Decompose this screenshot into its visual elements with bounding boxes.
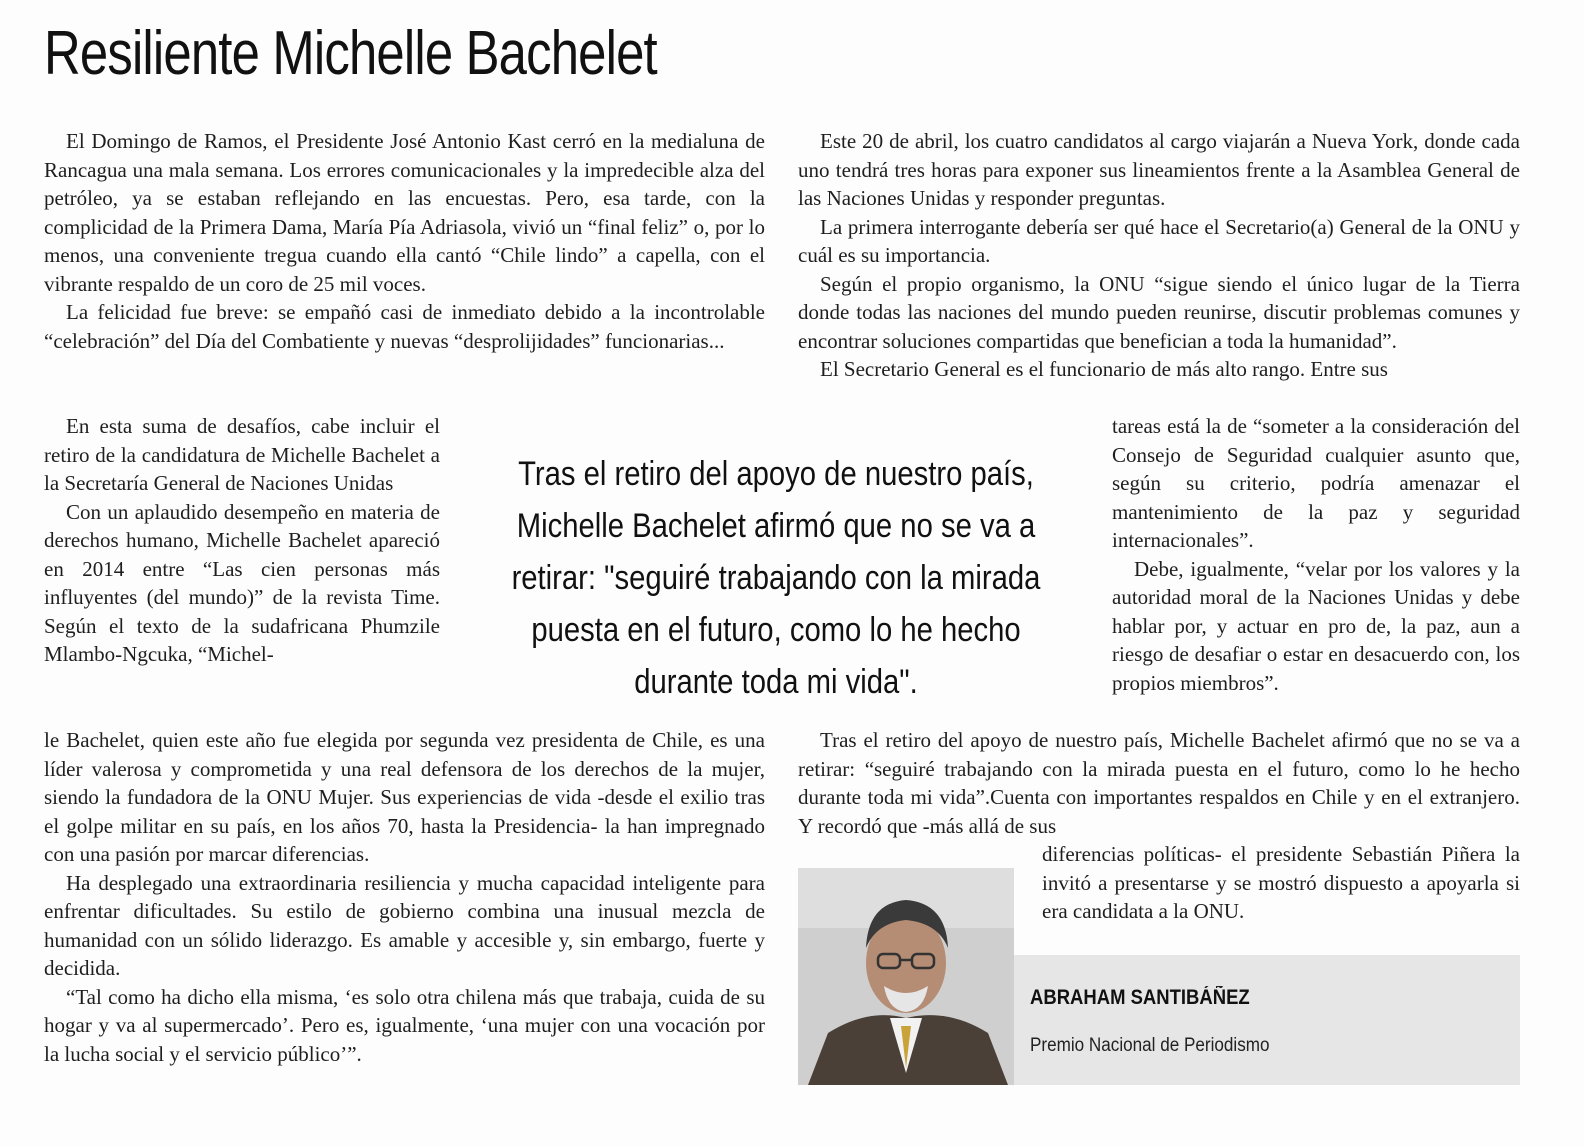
- column-2-beside-photo: [1042, 840, 1520, 926]
- paragraph: Debe, igualmente, “velar por los valores y la autoridad moral de la Naciones Unidas y debe hablar por, y actuar en pro de, la paz, aun a riesgo de desafiar o estar en desacuerdo con, los propios miembros”.: [1112, 556, 1520, 695]
- paragraph: tareas está la de “someter a la consideración del Consejo de Seguridad cualquier asunto que, según su criterio, podría amenazar el mantenimiento de la paz y seguridad internacionales”.: [1112, 414, 1520, 552]
- paragraph: El Domingo de Ramos, el Presidente José Antonio Kast cerró en la medialuna de Rancagua una mala semana. Los errores comunicacionales y la impredecible alza del petróleo, ya se estaban reflejando en las encuestas. Pero, esa tarde, con la complicidad de la Primera Dama, María Pía Adriasola, vivió un “final feliz” o, por lo menos, una conveniente tregua cuando ella cantó “Chile lindo” a capella, con el vibrante respaldo de un coro de 25 mil voces.: [44, 129, 765, 296]
- paragraph: diferencias políticas- el presidente Sebastián Piñera la invitó a presentarse y se mostró dispuesto a apoyarla si era candidata a la ONU.: [1042, 842, 1520, 923]
- paragraph: En esta suma de desafíos, cabe incluir el retiro de la candidatura de Michelle Bachelet a la Secretaría General de Naciones Unidas: [44, 414, 440, 495]
- paragraph: “Tal como ha dicho ella misma, ‘es solo otra chilena más que trabaja, cuida de su hogar y va al supermercado’. Pero es, igualmente, ‘una mujer con una vocación por la lucha social y el servicio público’”.: [44, 984, 765, 1066]
- paragraph: Este 20 de abril, los cuatro candidatos al cargo viajarán a Nueva York, donde cada uno tendrá tres horas para exponer sus lineamientos frente a la Asamblea General de las Naciones Unidas y responder preguntas.: [798, 129, 1520, 210]
- paragraph: le Bachelet, quien este año fue elegida por segunda vez presidenta de Chile, es una líder valerosa y comprometida y una real defensora de los derechos de la mujer, siendo la fundadora de la ONU Mujer. Sus experiencias de vida -desde el exilio tras el golpe militar en su país, en los años 70, hasta la Presidencia- la han impregnado con una pasión por marcar diferencias.: [44, 728, 765, 866]
- author-photo: [798, 868, 1014, 1085]
- pull-quote: Tras el retiro del apoyo de nuestro país, Michelle Bachelet afirmó que no se va a retirar: "seguiré trabajando con la mirada puesta en el futuro, como lo he hecho durante toda mi vida".: [511, 455, 1041, 701]
- paragraph: El Secretario General es el funcionario de más alto rango. Entre sus: [820, 357, 1388, 381]
- headline: Resiliente Michelle Bachelet: [44, 19, 657, 88]
- author-role: Premio Nacional de Periodismo: [1030, 1035, 1270, 1056]
- paragraph: Según el propio organismo, la ONU “sigue siendo el único lugar de la Tierra donde todas las naciones del mundo pueden reunirse, discutir problemas comunes y encontrar soluciones compartidas que benefician a toda la humanidad”.: [798, 271, 1520, 353]
- column-2-bottom: [798, 726, 1520, 840]
- column-2-narrow: [1112, 412, 1520, 697]
- paragraph: La primera interrogante debería ser qué hace el Secretario(a) General de la ONU y cuál es su importancia.: [798, 214, 1520, 267]
- column-1-top: [44, 127, 765, 355]
- paragraph: Ha desplegado una extraordinaria resiliencia y mucha capacidad inteligente para enfrentar dificultades. Su estilo de gobierno combina una inusual mezcla de humanidad con un sólido liderazgo. Es amable y accesible y, sin embargo, fuerte y decidida.: [44, 870, 765, 980]
- paragraph: La felicidad fue breve: se empañó casi de inmediato debido a la incontrolable “celebración” del Día del Combatiente y nuevas “desprolijidades” funcionarias...: [44, 300, 765, 353]
- column-1-bottom: [44, 726, 765, 1068]
- portrait-illustration: [798, 868, 1014, 1085]
- paragraph: Con un aplaudido desempeño en materia de derechos humano, Michelle Bachelet apareció en 2014 entre “Las cien personas más influyentes (del mundo)” de la revista Time. Según el texto de la sudafricana Phumzile Mlambo-Ngcuka, “Michel-: [44, 499, 440, 666]
- author-name: ABRAHAM SANTIBÁÑEZ: [1030, 986, 1250, 1009]
- column-1-narrow: [44, 412, 440, 669]
- paragraph: Tras el retiro del apoyo de nuestro país, Michelle Bachelet afirmó que no se va a retirar: “seguiré trabajando con la mirada puesta en el futuro, como lo he hecho durante toda mi vida”.Cuenta con importantes respaldos en Chile y en el extranjero. Y recordó que -más allá de sus: [798, 728, 1520, 838]
- column-2-top: [798, 127, 1520, 384]
